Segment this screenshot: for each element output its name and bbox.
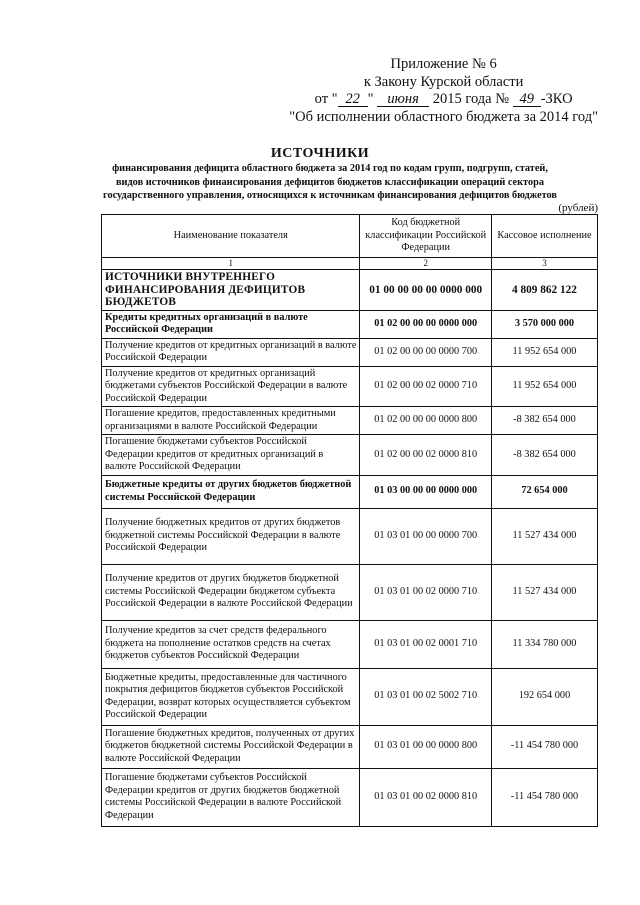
header-name: Наименование показателя <box>102 215 360 258</box>
table-row <box>102 435 598 476</box>
table-row <box>102 407 598 435</box>
table-header-row <box>102 215 598 258</box>
row-name: Получение бюджетных кредитов от других бюджетов бюджетной системы Российской Федерации в валюте Российской Федерации <box>102 508 360 564</box>
date-prefix: от " <box>314 91 338 107</box>
table-row <box>102 475 598 508</box>
table-row <box>102 620 598 668</box>
column-number: 2 <box>360 258 492 270</box>
row-code: 01 03 01 00 02 5002 710 <box>360 668 492 725</box>
law-number: 49 <box>513 92 541 107</box>
column-number: 1 <box>102 258 360 270</box>
header-amount: Кассовое исполнение <box>491 215 597 258</box>
row-name: Погашение бюджетами субъектов Российской Федерации кредитов от других бюджетов бюджетной системы Российской Федерации в валюте Российской Федерации <box>102 768 360 826</box>
table-row <box>102 668 598 725</box>
row-amount: 11 952 654 000 <box>491 338 597 366</box>
date-month: июня <box>377 92 429 107</box>
sources-table <box>101 214 598 827</box>
table-row <box>102 564 598 620</box>
table-row <box>102 508 598 564</box>
appendix-date-line <box>289 91 598 109</box>
row-amount: 11 952 654 000 <box>491 366 597 407</box>
table-row <box>102 338 598 366</box>
row-code: 01 02 00 00 00 0000 800 <box>360 407 492 435</box>
row-code: 01 02 00 00 00 0000 000 <box>360 310 492 338</box>
row-amount: 4 809 862 122 <box>491 270 597 311</box>
row-code: 01 00 00 00 00 0000 000 <box>360 270 492 311</box>
row-code: 01 03 01 00 00 0000 800 <box>360 725 492 768</box>
appendix-number: Приложение № 6 <box>390 56 497 72</box>
row-code: 01 02 00 00 02 0000 710 <box>360 366 492 407</box>
row-amount: -8 382 654 000 <box>491 435 597 476</box>
row-name: Бюджетные кредиты от других бюджетов бюджетной системы Российской Федерации <box>102 475 360 508</box>
row-name: ИСТОЧНИКИ ВНУТРЕННЕГО ФИНАНСИРОВАНИЯ ДЕФИЦИТОВ БЮДЖЕТОВ <box>102 270 360 311</box>
row-amount: 72 654 000 <box>491 475 597 508</box>
document-subtitle: финансирования дефицита областного бюджета за 2014 год по кодам групп, подгрупп, статей, видов источников финансирования дефицитов бюджетов классификации операций сектора государственного управления, относящихся к источникам финансирования дефицитов бюджетов <box>103 163 557 201</box>
row-amount: 3 570 000 000 <box>491 310 597 338</box>
table-row <box>102 768 598 826</box>
row-name: Получение кредитов от кредитных организаций в валюте Российской Федерации <box>102 338 360 366</box>
row-amount: -8 382 654 000 <box>491 407 597 435</box>
date-year: 2015 года № <box>432 91 510 107</box>
law-suffix: -ЗКО <box>540 91 573 107</box>
document-title: ИСТОЧНИКИ <box>270 146 370 161</box>
row-code: 01 03 01 00 02 0001 710 <box>360 620 492 668</box>
appendix-law-ref: к Закону Курской области <box>363 73 524 90</box>
row-amount: 192 654 000 <box>491 668 597 725</box>
row-amount: -11 454 780 000 <box>491 768 597 826</box>
row-name: Погашение кредитов, предоставленных кредитными организациями в валюте Российской Федерации <box>102 407 360 435</box>
row-name: Кредиты кредитных организаций в валюте Российской Федерации <box>102 310 360 338</box>
row-code: 01 03 01 00 00 0000 700 <box>360 508 492 564</box>
row-amount: -11 454 780 000 <box>491 725 597 768</box>
table-row <box>102 725 598 768</box>
row-code: 01 03 01 00 02 0000 810 <box>360 768 492 826</box>
header-code: Код бюджетной классификации Российской Федерации <box>360 215 492 258</box>
table-row <box>102 270 598 311</box>
row-name: Погашение бюджетами субъектов Российской Федерации кредитов от кредитных организаций в валюте Российской Федерации <box>102 435 360 476</box>
appendix-header <box>289 56 598 126</box>
law-title: "Об исполнении областного бюджета за 2014 год" <box>289 108 598 125</box>
date-quote: " <box>367 91 374 107</box>
row-code: 01 03 00 00 00 0000 000 <box>360 475 492 508</box>
table-row <box>102 310 598 338</box>
row-name: Получение кредитов от кредитных организаций бюджетами субъектов Российской Федерации в валюте Российской Федерации <box>102 366 360 407</box>
row-name: Получение кредитов от других бюджетов бюджетной системы Российской Федерации бюджетом субъекта Российской Федерации в валюте Российской Федерации <box>102 564 360 620</box>
column-number-row <box>102 258 598 270</box>
row-name: Получение кредитов за счет средств федерального бюджета на пополнение остатков средств на счетах бюджетов субъектов Российской Федерации <box>102 620 360 668</box>
table-row <box>102 366 598 407</box>
row-amount: 11 527 434 000 <box>491 508 597 564</box>
row-amount: 11 334 780 000 <box>491 620 597 668</box>
date-day: 22 <box>338 92 368 107</box>
row-code: 01 03 01 00 02 0000 710 <box>360 564 492 620</box>
row-amount: 11 527 434 000 <box>491 564 597 620</box>
column-number: 3 <box>491 258 597 270</box>
row-code: 01 02 00 00 00 0000 700 <box>360 338 492 366</box>
units-label: (рублей) <box>558 202 598 214</box>
row-name: Бюджетные кредиты, предоставленные для частичного покрытия дефицитов бюджетов субъектов Российской Федерации, возврат которых осуществляется субъектом Российской Федерации <box>102 668 360 725</box>
row-code: 01 02 00 00 02 0000 810 <box>360 435 492 476</box>
row-name: Погашение бюджетных кредитов, полученных от других бюджетов бюджетной системы Российской Федерации в валюте Российской Федерации <box>102 725 360 768</box>
